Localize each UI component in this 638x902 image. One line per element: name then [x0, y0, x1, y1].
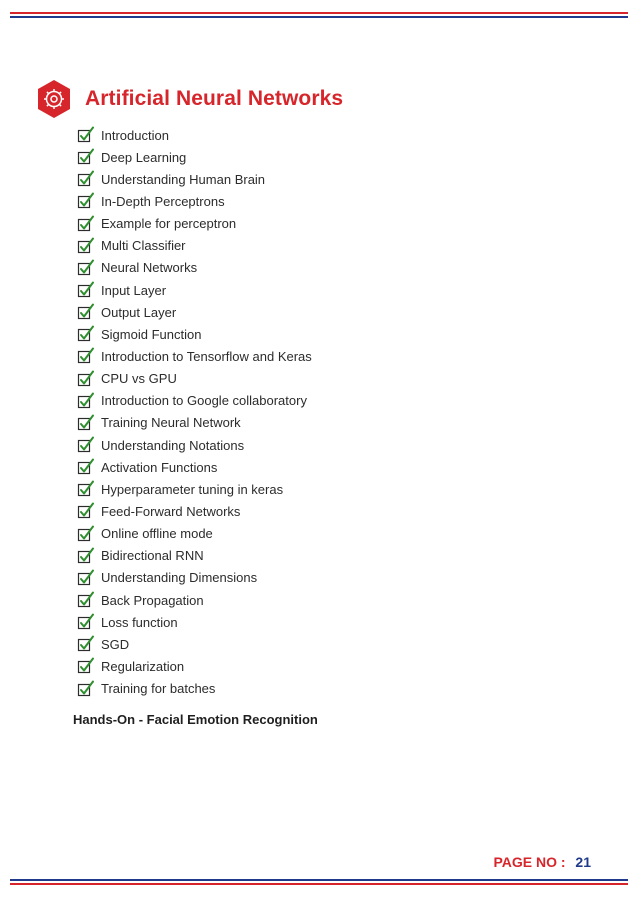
page-number-value: 21 [575, 854, 591, 870]
topic-item [77, 611, 312, 633]
topic-label: Regularization [101, 658, 185, 674]
topic-label: Back Propagation [101, 592, 204, 608]
checkbox-check-icon [77, 370, 95, 388]
topic-item [77, 434, 312, 456]
checkbox-check-icon [77, 303, 95, 321]
section-title: Artificial Neural Networks [85, 87, 344, 110]
topic-item [77, 655, 312, 677]
topic-item [77, 412, 312, 434]
topic-label: Introduction [101, 127, 169, 143]
topic-label: Output Layer [101, 304, 177, 320]
topic-item [77, 523, 312, 545]
page-number [493, 854, 591, 870]
checkbox-check-icon [77, 281, 95, 299]
topic-item [77, 345, 312, 367]
checkbox-check-icon [77, 325, 95, 343]
topic-item [77, 478, 312, 500]
topic-label: Multi Classifier [101, 238, 186, 254]
checkbox-check-icon [77, 259, 95, 277]
topic-item [77, 390, 312, 412]
checkbox-check-icon [77, 192, 95, 210]
topic-item [77, 567, 312, 589]
topic-item [77, 168, 312, 190]
checkbox-check-icon [77, 569, 95, 587]
topic-label: Example for perceptron [101, 216, 237, 232]
topic-item [77, 589, 312, 611]
topic-label: Activation Functions [101, 459, 218, 475]
checkbox-check-icon [77, 237, 95, 255]
topic-label: Sigmoid Function [101, 326, 202, 342]
topic-list [77, 124, 312, 700]
topic-item [77, 678, 312, 700]
checkbox-check-icon [77, 458, 95, 476]
checkbox-check-icon [77, 547, 95, 565]
topic-item [77, 368, 312, 390]
topic-label: Training for batches [101, 681, 216, 697]
topic-item [77, 124, 312, 146]
topic-item [77, 235, 312, 257]
topic-label: Understanding Dimensions [101, 570, 258, 586]
topic-item [77, 456, 312, 478]
topic-label: Feed-Forward Networks [101, 503, 241, 519]
topic-label: CPU vs GPU [101, 371, 177, 387]
gear-hexagon-icon [36, 79, 72, 119]
checkbox-check-icon [77, 170, 95, 188]
topic-item [77, 146, 312, 168]
topic-item [77, 213, 312, 235]
top-border [10, 12, 628, 20]
topic-label: Input Layer [101, 282, 167, 298]
checkbox-check-icon [77, 680, 95, 698]
topic-label: Training Neural Network [101, 415, 241, 431]
checkbox-check-icon [77, 657, 95, 675]
topic-item [77, 500, 312, 522]
page-number-label: PAGE NO : [493, 854, 566, 870]
checkbox-check-icon [77, 480, 95, 498]
handson-title: Hands-On - Facial Emotion Recognition [73, 712, 318, 727]
topic-item [77, 323, 312, 345]
topic-item [77, 257, 312, 279]
checkbox-check-icon [77, 126, 95, 144]
topic-label: Online offline mode [101, 526, 213, 542]
topic-label: Neural Networks [101, 260, 198, 276]
checkbox-check-icon [77, 215, 95, 233]
checkbox-check-icon [77, 613, 95, 631]
topic-item [77, 633, 312, 655]
checkbox-check-icon [77, 436, 95, 454]
topic-item [77, 190, 312, 212]
checkbox-check-icon [77, 414, 95, 432]
checkbox-check-icon [77, 347, 95, 365]
checkbox-check-icon [77, 635, 95, 653]
section-header [36, 79, 343, 119]
topic-label: Loss function [101, 614, 178, 630]
checkbox-check-icon [77, 392, 95, 410]
topic-label: Introduction to Google collaboratory [101, 393, 307, 409]
checkbox-check-icon [77, 525, 95, 543]
topic-item [77, 301, 312, 323]
checkbox-check-icon [77, 591, 95, 609]
topic-item [77, 545, 312, 567]
bottom-border [10, 879, 628, 887]
topic-label: Hyperparameter tuning in keras [101, 481, 284, 497]
topic-label: SGD [101, 636, 130, 652]
topic-label: Introduction to Tensorflow and Keras [101, 348, 312, 364]
topic-label: Bidirectional RNN [101, 548, 204, 564]
topic-item [77, 279, 312, 301]
topic-label: Deep Learning [101, 149, 187, 165]
topic-label: In-Depth Perceptrons [101, 193, 225, 209]
checkbox-check-icon [77, 502, 95, 520]
topic-label: Understanding Notations [101, 437, 245, 453]
checkbox-check-icon [77, 148, 95, 166]
topic-label: Understanding Human Brain [101, 171, 266, 187]
